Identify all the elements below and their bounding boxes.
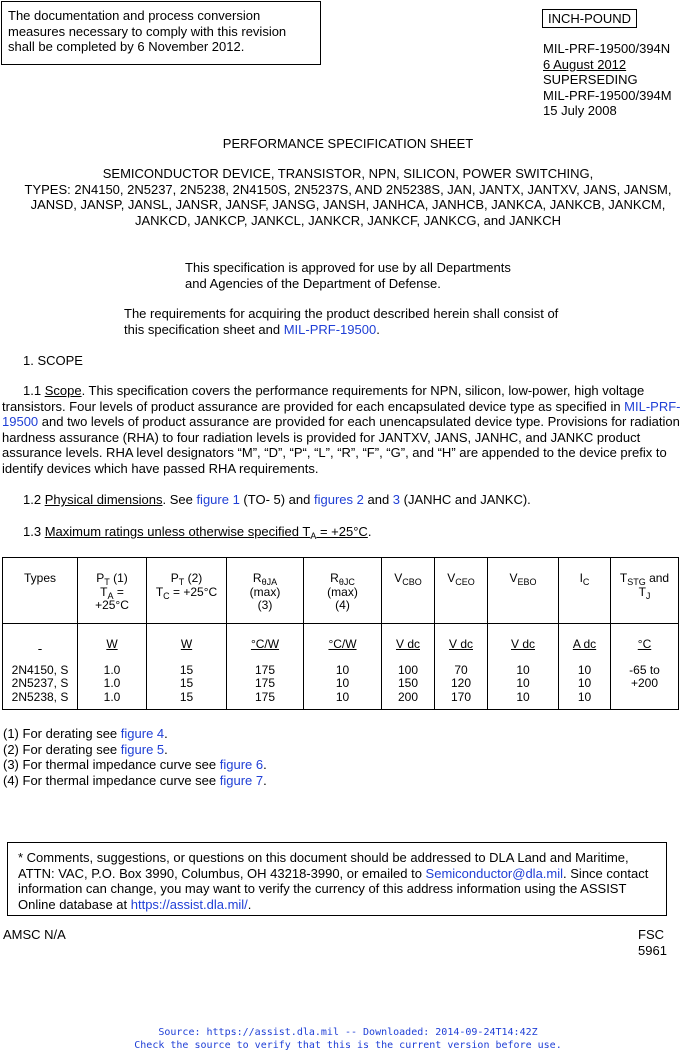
column-vceo: [435, 624, 488, 710]
vebo-value-3: 10: [516, 689, 530, 704]
source-line-2: Check the source to verify that this is the current version before use.: [134, 1040, 562, 1051]
column-rja: [227, 624, 304, 710]
scope-mil-prf-19500-link[interactable]: MIL-PRF-19500: [2, 398, 681, 429]
section-1-3-title-tail: = +25°C: [316, 524, 368, 539]
header-vcbo-main: V: [394, 571, 403, 585]
requirements-statement: [124, 306, 558, 337]
vceo-value-2: 120: [450, 676, 472, 690]
physical-dimensions-paragraph: [23, 492, 531, 508]
header-vcbo-sub: CBO: [402, 577, 422, 587]
source-line-1: Source: https://assist.dla.mil -- Downloaded: 2014-09-24T14:42Z: [158, 1027, 538, 1038]
column-pt2: [147, 624, 227, 710]
section-1-3-number: 1.3: [23, 524, 45, 539]
subject-line-4: JANKCD, JANKCP, JANKCL, JANKCR, JANKCF, JANKCG, and JANKCH: [135, 212, 561, 228]
header-rjc: [304, 558, 382, 624]
header-pt1-cond-main: T: [100, 584, 108, 599]
header-rja-sub: θJA: [261, 577, 278, 587]
vcbo-value-2: 150: [397, 676, 419, 690]
note-3: [3, 757, 267, 773]
pt2-value-2: 15: [179, 676, 194, 690]
ic-value-1: 10: [577, 662, 592, 677]
header-pt1-sub: T: [104, 577, 110, 587]
header-types: [3, 558, 78, 624]
type-2: 2N5237, S: [11, 676, 69, 690]
inch-pound-badge: INCH-POUND: [542, 9, 637, 28]
column-tstg: [611, 624, 679, 710]
comments-line-4-period: .: [247, 896, 252, 912]
header-pt2-cond-tail: = +25°C: [169, 584, 218, 599]
section-1-3-title-sub: A: [310, 531, 317, 541]
comments-line-2-tail: . Since contact: [563, 865, 649, 881]
pt2-value-3: 15: [179, 689, 194, 704]
requirements-period: .: [376, 321, 380, 337]
superseded-number: MIL-PRF-19500/394M: [543, 87, 672, 103]
ic-value-3: 10: [577, 689, 592, 704]
requirements-line-2: [124, 322, 558, 338]
pt2-value-1: 15: [179, 662, 194, 677]
phys-text-d: (JANHC and JANKC).: [400, 492, 531, 507]
column-vcbo: [382, 624, 435, 710]
doc-number: MIL-PRF-19500/394N: [543, 41, 671, 56]
header-rjc-note: (4): [335, 598, 350, 612]
comments-line-2: [18, 866, 666, 882]
header-pt2-note: (2): [184, 571, 203, 585]
units-tstg: °C: [637, 637, 652, 651]
header-tstg-and: and: [645, 571, 670, 585]
phys-text-c: and: [363, 492, 393, 507]
assist-url-link[interactable]: https://assist.dla.mil/: [130, 896, 248, 912]
figure-3-link[interactable]: 3: [392, 492, 401, 507]
phys-text-a: . See: [162, 492, 197, 507]
amsc-code: AMSC N/A: [3, 927, 66, 942]
header-ic: [559, 558, 611, 624]
figure-4-link[interactable]: figure 4: [120, 726, 165, 741]
header-rjc-main: R: [330, 571, 339, 585]
table-header-row: [3, 558, 679, 624]
header-pt2-condition: [147, 586, 226, 600]
header-rja-label: [227, 572, 303, 586]
comments-line-4: [18, 897, 666, 913]
units-rja: °C/W: [250, 637, 280, 651]
section-1-1-number: 1.1: [23, 383, 45, 398]
rjc-value-1: 10: [335, 662, 350, 677]
notice-line-3: shall be completed by 6 November 2012.: [8, 39, 245, 54]
header-rja: [227, 558, 304, 624]
header-rjc-label: [304, 572, 381, 586]
vceo-value-3: 170: [450, 689, 472, 704]
header-tj-main: T: [638, 584, 646, 599]
units-pt1: W: [106, 637, 118, 651]
section-1-2-number: 1.2: [23, 492, 45, 507]
header-pt1-main: P: [96, 571, 105, 585]
comments-line-4-text: Online database at: [18, 896, 131, 912]
figure-1-link[interactable]: figure 1: [196, 492, 240, 507]
note-2-period: .: [164, 741, 168, 757]
rjc-value-3: 10: [335, 689, 350, 704]
header-vcbo: [382, 558, 435, 624]
header-tstg-label: [611, 572, 678, 586]
phys-text-b: (TO- 5) and: [239, 492, 314, 507]
maximum-ratings-paragraph: [23, 524, 371, 540]
subject-line-1: SEMICONDUCTOR DEVICE, TRANSISTOR, NPN, SILICON, POWER SWITCHING,: [102, 166, 594, 181]
vebo-value-1: 10: [516, 662, 530, 677]
approval-line-1: This specification is approved for use by all Departments: [185, 260, 511, 275]
comments-line-2-text: ATTN: VAC, P.O. Box 3990, Columbus, OH 43218-3990, or emailed to: [18, 865, 426, 881]
section-1-3-title-text: Maximum ratings unless otherwise specified T: [44, 524, 311, 539]
header-vebo-main: V: [509, 571, 518, 585]
scope-text-b: and two levels of product assurance are provided for each unencapsulated device type. Provisions for radiation hardness assurance (RHA) to four radiation levels is provided for JANTXV, JANS, JANHC, and JANKC product assurance levels. RHA level designators “M”, “D”, “P“, “L”, “R”, “F”, “G”, and “H” are appended to the device prefix to identify devices which have passed RHA requirements.: [2, 414, 680, 476]
header-vebo: [488, 558, 559, 624]
units-rjc: °C/W: [328, 637, 357, 651]
note-3-text: (3) For thermal impedance curve see: [3, 757, 220, 773]
header-pt1-label: [78, 572, 146, 586]
notice-line-2: measures necessary to comply with this revision: [8, 23, 287, 39]
header-tstg-sub: STG: [627, 577, 646, 587]
header-tstg-main: T: [619, 571, 628, 585]
document-identifier: [543, 41, 672, 119]
pt1-value-3: 1.0: [103, 689, 121, 704]
note-3-period: .: [263, 757, 267, 773]
rja-value-3: 175: [254, 689, 276, 704]
email-link[interactable]: Semiconductor@dla.mil: [425, 865, 564, 881]
header-ic-sub: C: [582, 577, 590, 587]
maximum-ratings-table: [2, 557, 679, 710]
header-pt2-main: P: [170, 571, 179, 585]
header-rjc-sub: θJC: [338, 577, 355, 587]
header-rja-main: R: [252, 571, 262, 585]
figure-5-link[interactable]: figure 5: [120, 741, 165, 757]
column-rjc: [304, 624, 382, 710]
tstg-range-line-2: +200: [630, 676, 659, 690]
header-pt2-sub: T: [178, 577, 185, 587]
header-pt2: [147, 558, 227, 624]
subject-line-3: JANSD, JANSP, JANSL, JANSR, JANSF, JANSG, JANSH, JANHCA, JANHCB, JANKCA, JANKCB, JANKCM,: [30, 197, 666, 212]
requirements-line-2-text: this specification sheet and: [124, 321, 284, 337]
type-1: 2N4150, S: [11, 662, 69, 677]
header-rjc-max: (max): [327, 584, 358, 599]
header-pt2-cond-sub: C: [163, 590, 170, 601]
header-pt1: [78, 558, 147, 624]
note-4-text: (4) For thermal impedance curve see: [3, 772, 220, 788]
column-types: [3, 624, 78, 710]
doc-date: 6 August 2012: [543, 56, 627, 72]
header-pt1-cond-sub: A: [107, 590, 114, 601]
requirements-line-1: The requirements for acquiring the product described herein shall consist of: [124, 306, 559, 321]
header-pt2-label: [147, 572, 226, 586]
fsc-code: FSC 5961: [638, 927, 667, 958]
vebo-value-2: 10: [516, 676, 530, 690]
approval-statement: [185, 260, 511, 291]
header-tj-label: [611, 586, 678, 600]
comments-box: [7, 842, 667, 916]
units-vebo: V dc: [510, 637, 535, 651]
notice-line-1: The documentation and process conversion: [8, 8, 261, 23]
units-pt2: W: [180, 637, 193, 651]
section-1-3-period: .: [367, 524, 372, 539]
header-pt1-note: (1): [109, 571, 128, 585]
scope-text-a: . This specification covers the performance requirements for NPN, silicon, low-power, high voltage transistors. Four levels of product assurance are provided for each encapsulated device type as specified in: [2, 383, 645, 414]
subject-block: [0, 166, 696, 228]
approval-line-2: and Agencies of the Department of Defense.: [185, 275, 441, 291]
note-2: [3, 742, 267, 758]
pt1-value-1: 1.0: [103, 662, 121, 677]
section-1-1-title: Scope: [44, 383, 82, 398]
scope-heading: 1. SCOPE: [23, 353, 83, 368]
section-1-2-title: Physical dimensions: [44, 492, 163, 507]
units-types-blank: [3, 638, 77, 652]
type-3: 2N5238, S: [11, 689, 69, 704]
figure-7-link[interactable]: figure 7: [219, 772, 264, 788]
pt1-value-2: 1.0: [103, 676, 121, 690]
header-vceo-main: V: [447, 571, 456, 585]
ic-value-2: 10: [577, 676, 592, 690]
note-1-text: (1) For derating see: [3, 726, 121, 741]
comments-line-3: information can change, you may want to verify the currency of this address information using the ASSIST: [18, 881, 627, 896]
header-vebo-sub: EBO: [517, 577, 537, 587]
header-rja-note: (3): [257, 598, 273, 612]
header-pt1-condition: [78, 586, 146, 600]
source-footer: [0, 1026, 696, 1052]
column-pt1: [78, 624, 147, 710]
rja-value-2: 175: [254, 676, 276, 690]
header-pt2-cond-main: T: [155, 584, 164, 599]
header-types-label: Types: [23, 571, 56, 585]
section-1-3-title: [45, 524, 368, 539]
header-ic-main: I: [579, 571, 583, 585]
vceo-value-1: 70: [454, 662, 468, 677]
units-ic: A dc: [572, 637, 597, 651]
header-tstg-tj: [611, 558, 679, 624]
figure-6-link[interactable]: figure 6: [219, 757, 264, 773]
vcbo-value-3: 200: [397, 689, 419, 704]
conversion-notice-box: [1, 1, 321, 65]
rjc-value-2: 10: [335, 676, 350, 690]
units-vceo: V dc: [448, 637, 473, 651]
header-vceo: [435, 558, 488, 624]
table-notes: [3, 726, 267, 788]
header-pt1-cond-value: +25°C: [95, 598, 129, 612]
column-vebo: [488, 624, 559, 710]
note-4-period: .: [263, 772, 267, 788]
note-1-period: .: [164, 726, 168, 741]
column-ic: [559, 624, 611, 710]
units-vcbo: V dc: [395, 637, 420, 651]
tstg-range-line-1: -65 to: [629, 662, 660, 677]
header-vceo-sub: CEO: [455, 577, 475, 587]
page-title: PERFORMANCE SPECIFICATION SHEET: [222, 136, 474, 151]
vcbo-value-1: 100: [397, 662, 419, 677]
rja-value-1: 175: [254, 662, 276, 677]
mil-prf-19500-link[interactable]: MIL-PRF-19500: [283, 321, 377, 337]
note-1: [3, 726, 267, 742]
subject-line-2: TYPES: 2N4150, 2N5237, 2N5238, 2N4150S, 2N5237S, AND 2N5238S, JAN, JANTX, JANTXV, JANS, JANSM,: [24, 181, 672, 197]
figures-2-link[interactable]: figures 2: [314, 492, 364, 507]
header-tj-sub: J: [645, 590, 651, 601]
comments-line-1: * Comments, suggestions, or questions on this document should be addressed to DLA Land and Maritime,: [18, 850, 629, 865]
note-4: [3, 773, 267, 789]
superseded-date: 15 July 2008: [543, 103, 617, 119]
header-pt1-cond-tail: =: [113, 584, 124, 599]
note-2-text: (2) For derating see: [3, 741, 121, 757]
header-rja-max: (max): [249, 584, 281, 599]
superseding-label: SUPERSEDING: [543, 72, 638, 88]
scope-paragraph: [2, 383, 696, 476]
table-data-row: [3, 624, 679, 710]
